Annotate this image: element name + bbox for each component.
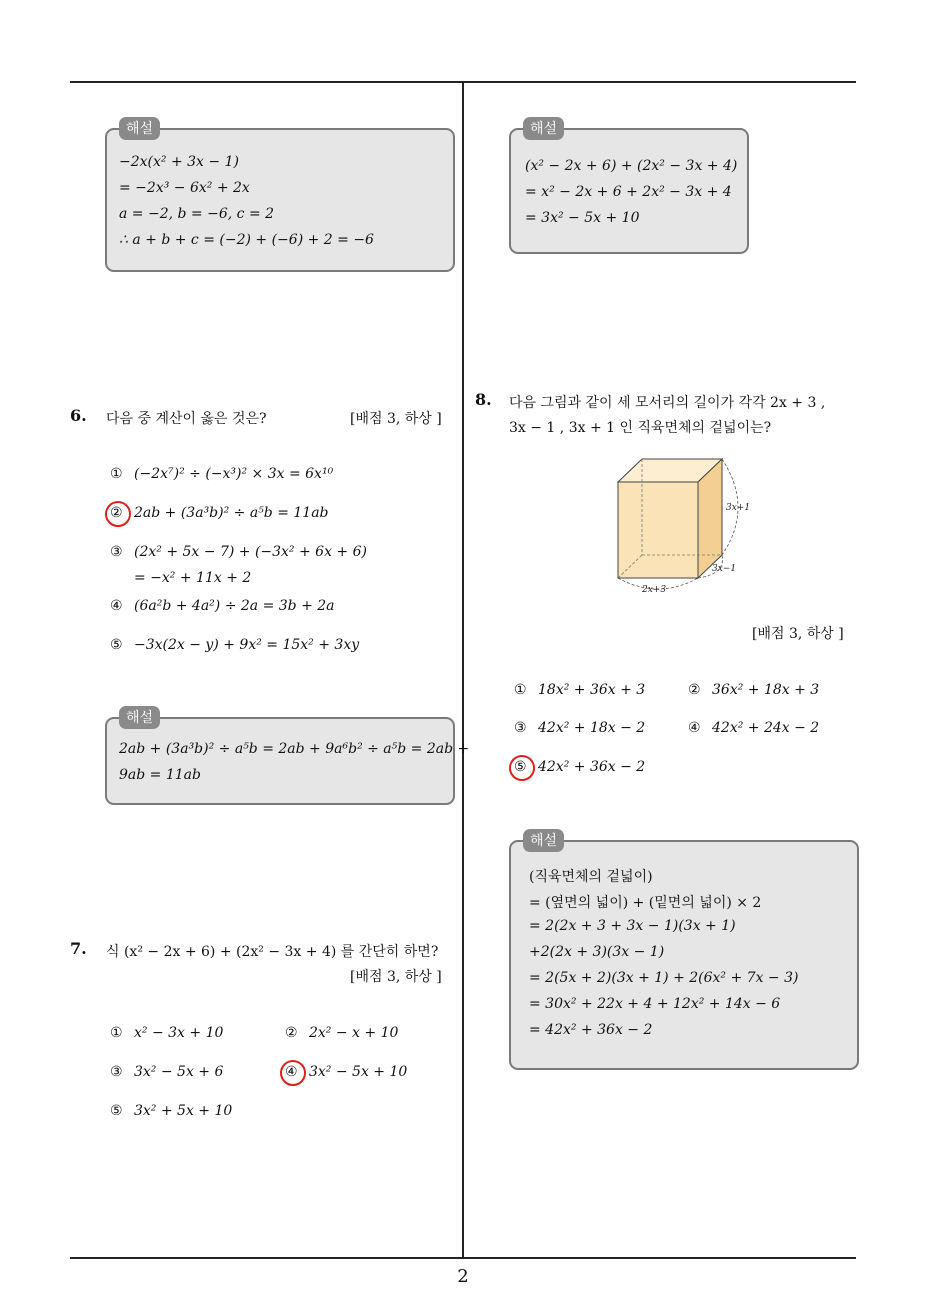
question-8-number: 8.	[475, 390, 492, 409]
question-8-text-line-1: 다음 그림과 같이 세 모서리의 길이가 각각 2x + 3 ,	[509, 395, 826, 411]
question-6-score: [배점 3, 하상 ]	[350, 411, 442, 427]
solution-line: ∴ a + b + c = (−2) + (−6) + 2 = −6	[119, 232, 374, 248]
q8-option-1-num[interactable]: ①	[514, 682, 527, 698]
figure-label-depth: 3x−1	[712, 564, 737, 574]
solution-line: = (옆면의 넓이) + (밑면의 넓이) × 2	[529, 895, 762, 911]
solution-line: = 2(5x + 2)(3x + 1) + 2(6x² + 7x − 3)	[529, 970, 799, 986]
q7-option-5-text[interactable]: 3x² + 5x + 10	[134, 1103, 233, 1119]
question-6-text: 다음 중 계산이 옳은 것은?	[106, 411, 267, 427]
q6-option-1-num[interactable]: ①	[110, 466, 123, 482]
q7-option-4-num[interactable]: ④	[285, 1064, 298, 1080]
q8-option-4-num[interactable]: ④	[688, 720, 701, 736]
q7-option-5-num[interactable]: ⑤	[110, 1103, 123, 1119]
question-7-text: 식 (x² − 2x + 6) + (2x² − 3x + 4) 를 간단히 하면?	[106, 944, 439, 960]
figure-label-width: 2x+3	[642, 585, 667, 595]
question-7-score: [배점 3, 하상 ]	[350, 969, 442, 985]
q8-option-2-text[interactable]: 36x² + 18x + 3	[712, 682, 820, 698]
solution-box-q6	[105, 710, 470, 805]
cuboid-front-face	[618, 482, 698, 578]
solution-box-q8	[509, 833, 859, 1070]
solution-line: = 42x² + 36x − 2	[529, 1022, 653, 1038]
figure-label-height: 3x+1	[726, 503, 751, 513]
q6-option-2-text[interactable]: 2ab + (3a³b)² ÷ a⁵b = 11ab	[134, 505, 329, 521]
question-7-number: 7.	[70, 939, 87, 958]
solution-line: = 3x² − 5x + 10	[525, 210, 640, 226]
q8-option-3-text[interactable]: 42x² + 18x − 2	[538, 720, 646, 736]
q7-option-2-num[interactable]: ②	[285, 1025, 298, 1041]
solution-tag: 해설	[119, 117, 160, 140]
q8-option-1-text[interactable]: 18x² + 36x + 3	[538, 682, 646, 698]
q6-option-4-text[interactable]: (6a²b + 4a²) ÷ 2a = 3b + 2a	[134, 598, 335, 614]
solution-line: (직육면체의 겉넓이)	[529, 869, 653, 885]
solution-line: (x² − 2x + 6) + (2x² − 3x + 4)	[525, 158, 738, 174]
question-6-number: 6.	[70, 406, 87, 425]
q6-option-3-text-cont: = −x² + 11x + 2	[134, 570, 252, 586]
q8-option-5-text[interactable]: 42x² + 36x − 2	[538, 759, 646, 775]
q8-option-4-text[interactable]: 42x² + 24x − 2	[712, 720, 820, 736]
question-8-text-line-2: 3x − 1 , 3x + 1 인 직육면체의 겉넓이는?	[509, 420, 772, 436]
q7-option-4-text[interactable]: 3x² − 5x + 10	[309, 1064, 408, 1080]
solution-line: = 2(2x + 3 + 3x − 1)(3x + 1)	[529, 918, 736, 934]
q6-option-2-num[interactable]: ②	[110, 505, 123, 521]
q7-option-1-text[interactable]: x² − 3x + 10	[134, 1025, 224, 1041]
solution-box-q5	[105, 121, 455, 272]
solution-box-q7	[509, 121, 749, 254]
q6-option-3-num[interactable]: ③	[110, 544, 123, 560]
solution-line: −2x(x² + 3x − 1)	[119, 154, 239, 170]
bottom-rule	[70, 1257, 856, 1259]
solution-tag: 해설	[523, 117, 564, 140]
q7-option-3-text[interactable]: 3x² − 5x + 6	[134, 1064, 224, 1080]
solution-line: +2(2x + 3)(3x − 1)	[529, 944, 665, 960]
solution-line: a = −2, b = −6, c = 2	[119, 206, 275, 222]
q8-option-2-num[interactable]: ②	[688, 682, 701, 698]
q7-option-1-num[interactable]: ①	[110, 1025, 123, 1041]
solution-tag: 해설	[523, 829, 564, 852]
solution-tag: 해설	[119, 706, 160, 729]
page-number: 2	[457, 1266, 469, 1287]
solution-line: = x² − 2x + 6 + 2x² − 3x + 4	[525, 184, 732, 200]
q6-option-5-num[interactable]: ⑤	[110, 637, 123, 653]
column-divider	[462, 81, 464, 1259]
q6-option-1-text[interactable]: (−2x⁷)² ÷ (−x³)² × 3x = 6x¹⁰	[134, 466, 334, 482]
q6-option-4-num[interactable]: ④	[110, 598, 123, 614]
q8-option-3-num[interactable]: ③	[514, 720, 527, 736]
q7-option-2-text[interactable]: 2x² − x + 10	[309, 1025, 399, 1041]
q7-option-3-num[interactable]: ③	[110, 1064, 123, 1080]
solution-line: = −2x³ − 6x² + 2x	[119, 180, 250, 196]
solution-line: = 30x² + 22x + 4 + 12x² + 14x − 6	[529, 996, 781, 1012]
cuboid-figure	[606, 450, 766, 598]
solution-line: 9ab = 11ab	[119, 767, 201, 783]
q6-option-3-text[interactable]: (2x² + 5x − 7) + (−3x² + 6x + 6)	[134, 544, 367, 560]
question-8-score: [배점 3, 하상 ]	[752, 626, 844, 642]
q6-option-5-text[interactable]: −3x(2x − y) + 9x² = 15x² + 3xy	[134, 637, 360, 653]
solution-line: 2ab + (3a³b)² ÷ a⁵b = 2ab + 9a⁶b² ÷ a⁵b = 2ab +	[119, 741, 470, 757]
q8-option-5-num[interactable]: ⑤	[514, 759, 527, 775]
